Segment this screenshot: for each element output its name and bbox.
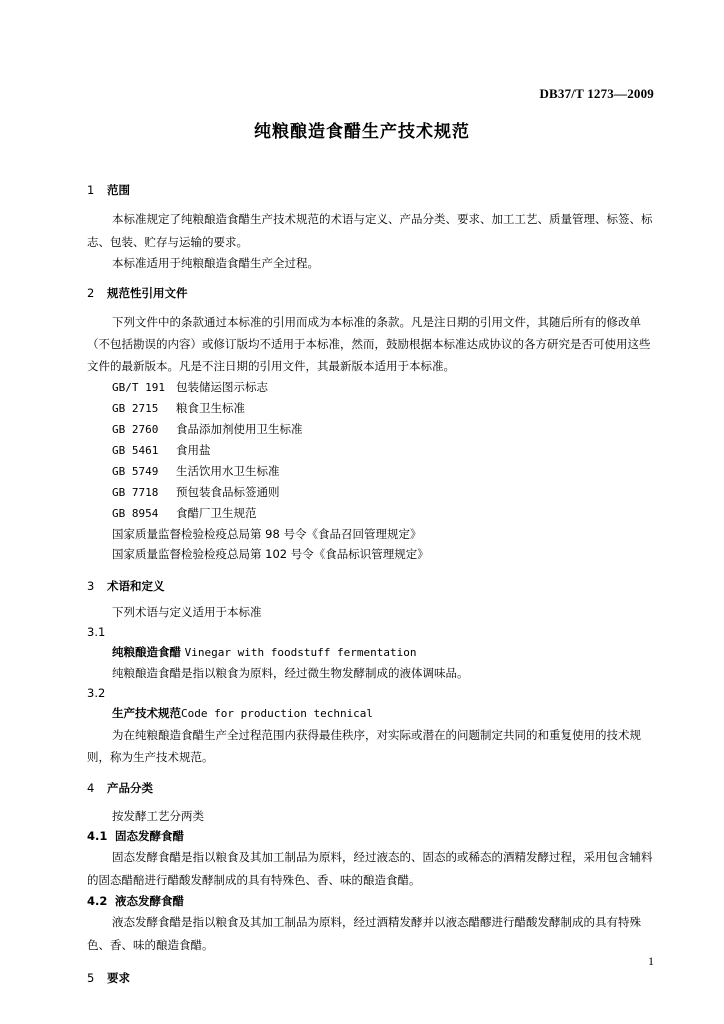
reference-item [87, 482, 659, 503]
section-number: 4 [87, 781, 95, 795]
reference-item [87, 461, 659, 482]
subsection-heading [87, 826, 659, 846]
term-chinese: 纯粮酿造食醋 [112, 645, 181, 659]
reference-name: 粮食卫生标准 [176, 401, 245, 415]
reference-code: GB 2760 [112, 423, 159, 436]
section-title: 范围 [107, 183, 130, 197]
section-heading-terms [87, 576, 659, 596]
section-number: 2 [87, 286, 95, 300]
scope-paragraph-2: 本标准适用于纯粮酿造食醋生产全过程。 [112, 256, 319, 270]
subsection-title: 固态发酵食醋 [115, 829, 184, 843]
references-intro-paragraph: 下列文件中的条款通过本标准的引用而成为本标准的条款。凡是注日期的引用文件，其随后所有的修改单（不包括勘误的内容）或修订版均不适用于本标准，然而，鼓励根据本标准达成协议的各方研究是否可使用这些文件的最新版本。凡是不注日期的引用文件，其最新版本适用于本标准。 [87, 315, 651, 373]
section-title: 要求 [107, 971, 130, 985]
reference-name: 预包装食品标签通则 [176, 485, 280, 499]
reference-name: 食品添加剂使用卫生标准 [176, 422, 303, 436]
term-definition: 为在纯粮酿造食醋生产全过程范围内获得最佳秩序，对实际或潜在的问题制定共同的和重复使用的技术规则，称为生产技术规范。 [87, 728, 641, 764]
reference-item [87, 503, 659, 524]
section-heading-normative-references [87, 283, 659, 303]
section-title: 规范性引用文件 [107, 286, 188, 300]
subsection-title: 液态发酵食醋 [115, 894, 184, 908]
term-number: 3.1 [87, 625, 106, 639]
section-number: 5 [87, 971, 95, 985]
section-title: 产品分类 [107, 781, 153, 795]
reference-name: 包装储运图示标志 [176, 380, 268, 394]
section-heading-requirements [87, 968, 659, 988]
terms-intro: 下列术语与定义适用于本标准 [112, 605, 262, 619]
term-definition: 纯粮酿造食醋是指以粮食为原料，经过微生物发酵制成的液体调味品。 [112, 666, 469, 680]
document-title: 纯粮酿造食醋生产技术规范 [254, 122, 470, 142]
subsection-number: 4.1 [87, 829, 108, 843]
scope-paragraph-1: 本标准规定了纯粮酿造食醋生产技术规范的术语与定义、产品分类、要求、加工工艺、质量管理、标签、标志、包装、贮存与运输的要求。 [87, 212, 653, 249]
section-title: 术语和定义 [107, 579, 165, 593]
reference-item [87, 377, 659, 398]
reference-code: GB 7718 [112, 486, 159, 499]
reference-code: GB 8954 [112, 507, 159, 520]
term-number: 3.2 [87, 686, 106, 700]
document-body [87, 180, 659, 988]
term-english: Vinegar with foodstuff fermentation [184, 646, 417, 659]
reference-code: GB/T 191 [112, 381, 165, 394]
regulation-reference: 国家质量监督检验检疫总局第 102 号令《食品标识管理规定》 [112, 547, 429, 561]
reference-name: 食用盐 [176, 443, 211, 457]
reference-item [87, 440, 659, 461]
reference-code: GB 5461 [112, 444, 159, 457]
reference-code: GB 2715 [112, 402, 159, 415]
term-heading [87, 703, 659, 724]
reference-name: 食醋厂卫生规范 [176, 506, 257, 520]
section-heading-classification [87, 778, 659, 798]
standard-code: DB37/T 1273—2009 [539, 86, 654, 101]
subsection-number: 4.2 [87, 894, 108, 908]
subsection-definition: 固态发酵食醋是指以粮食及其加工制品为原料，经过液态的、固态的或稀态的酒精发酵过程，采用包含辅料的固态醋醅进行醋酸发酵制成的具有特殊色、香、味的酿造食醋。 [87, 850, 653, 887]
term-heading [87, 642, 659, 663]
reference-code: GB 5749 [112, 465, 159, 478]
reference-name: 生活饮用水卫生标准 [176, 464, 280, 478]
page-number: 1 [648, 954, 654, 968]
term-chinese: 生产技术规范 [112, 706, 181, 720]
section-number: 1 [87, 183, 95, 197]
section-number: 3 [87, 579, 95, 593]
subsection-heading [87, 891, 659, 911]
reference-item [87, 419, 659, 440]
subsection-definition: 液态发酵食醋是指以粮食及其加工制品为原料，经过酒精发酵并以液态醋醪进行醋酸发酵制成的具有特殊色、香、味的酿造食醋。 [87, 915, 641, 952]
classification-intro: 按发酵工艺分两类 [112, 809, 204, 823]
regulation-reference: 国家质量监督检验检疫总局第 98 号令《食品召回管理规定》 [112, 527, 422, 541]
term-english: Code for production technical [181, 707, 374, 720]
reference-item [87, 398, 659, 419]
section-heading-scope [87, 180, 659, 200]
